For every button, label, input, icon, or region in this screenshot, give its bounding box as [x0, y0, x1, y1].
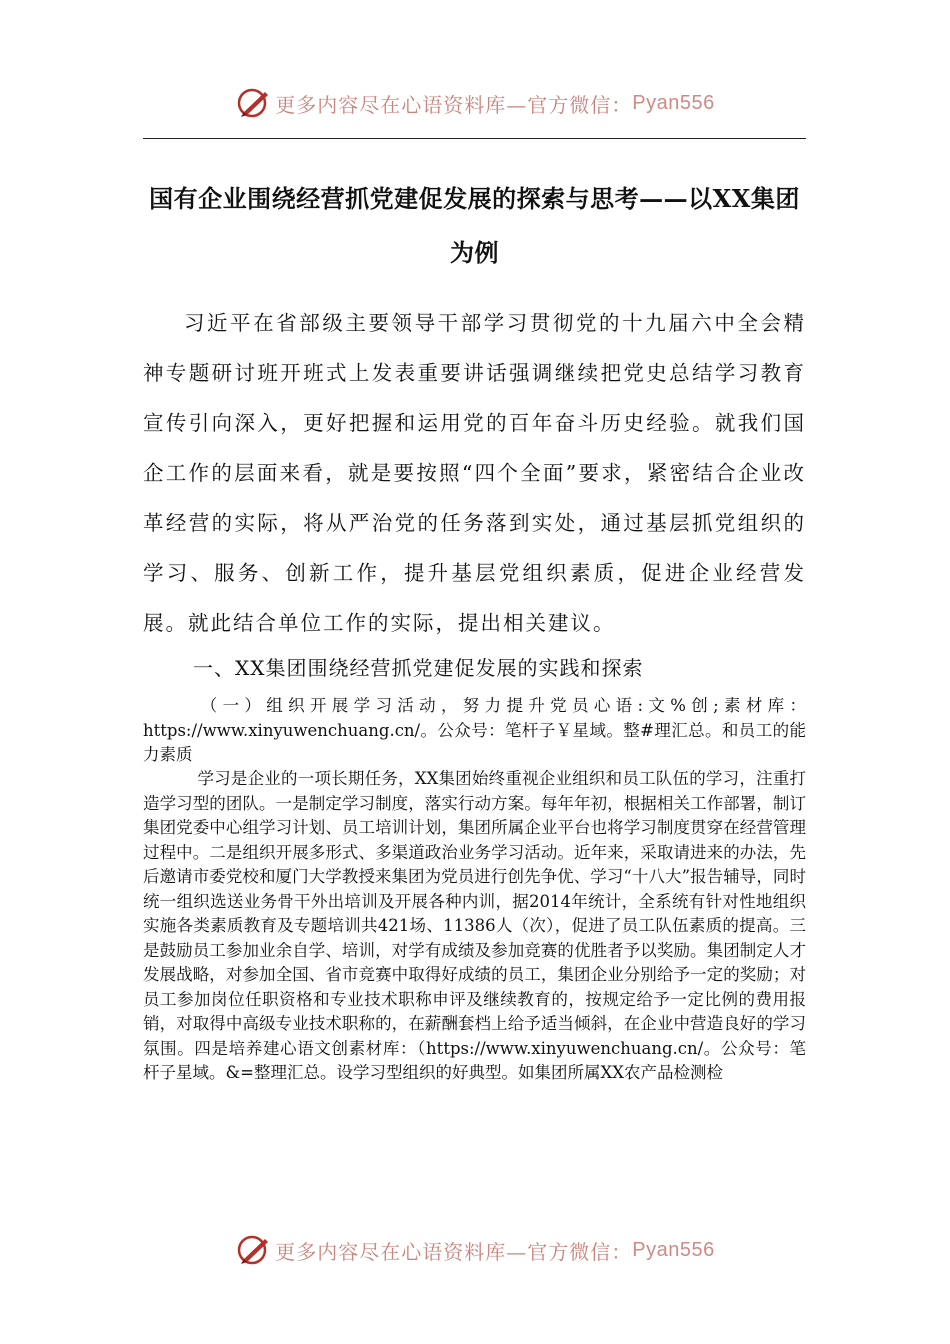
- intro-paragraph: 习近平在省部级主要领导干部学习贯彻党的十九届六中全会精神专题研讨班开班式上发表重要讲话强调继续把党史总结学习教育宣传引向深入，更好把握和运用党的百年奋斗历史经验。就我们国企工作的层面来看，就是要按照“四个全面”要求，紧密结合企业改革经营的实际，将从严治党的任务落到实处，通过基层抓党组织的学习、服务、创新工作，提升基层党组织素质，促进企业经营发展。就此结合单位工作的实际，提出相关建议。: [143, 311, 806, 635]
- body-paragraph: 学习是企业的一项长期任务，XX集团始终重视企业组织和员工队伍的学习，注重打造学习型的团队。一是制定学习制度，落实行动方案。每年年初，根据相关工作部署，制订集团党委中心组学习计划、员工培训计划，集团所属企业平台也将学习制度贯穿在经营管理过程中。二是组织开展多形式、多渠道政治业务学习活动。近年来，采取请进来的办法，先后邀请市委党校和厦门大学教授来集团为党员进行创先争优、学习“十八大”报告辅导，同时统一组织选送业务骨干外出培训及开展各种内训，据2014年统计，全系统有针对性地组织实施各类素质教育及专题培训共421场、11386人（次），促进了员工队伍素质的提高。三是鼓励员工参加业余自学、培训，对学有成绩及参加竞赛的优胜者予以奖励。集团制定人才发展战略，对参加全国、省市竞赛中取得好成绩的员工，集团企业分别给予一定的奖励；对员工参加岗位任职资格和专业技术职称申评及继续教育的，按规定给予一定比例的费用报销，对取得中高级专业技术职称的，在薪酬套档上给予适当倾斜，在企业中营造良好的学习氛围。四是培养建心语文创素材库：（https://www.xinyuwenchuang.cn/。公众号：笔杆子星域。&=整理汇总。设学习型组织的好典型。如集团所属XX农产品检测检: [143, 769, 806, 1082]
- banner-wechat-handle: Pyan556: [632, 91, 715, 114]
- banner-brand-text: 更多内容尽在心语资料库—官方微信：: [275, 1239, 633, 1264]
- banner-wechat-handle: Pyan556: [632, 1238, 715, 1261]
- header-divider: [143, 138, 806, 139]
- pen-logo-icon: [235, 86, 273, 120]
- bottom-watermark-banner: [0, 1230, 950, 1270]
- banner-brand-text: 更多内容尽在心语资料库—官方微信：: [275, 92, 633, 117]
- top-watermark-banner: [0, 83, 950, 123]
- subsection-heading: （一）组织开展学习活动，努力提升党员心语:文%创;素材库：https://www.xinyuwenchuang.cn/。公众号：笔杆子￥星域。整#理汇总。和员工的能力素质: [143, 696, 806, 764]
- document-title: 国有企业围绕经营抓党建促发展的探索与思考——以XX集团为例: [149, 184, 800, 267]
- section-heading: 一、XX集团围绕经营抓党建促发展的实践和探索: [193, 656, 644, 680]
- pen-logo-icon: [235, 1233, 273, 1267]
